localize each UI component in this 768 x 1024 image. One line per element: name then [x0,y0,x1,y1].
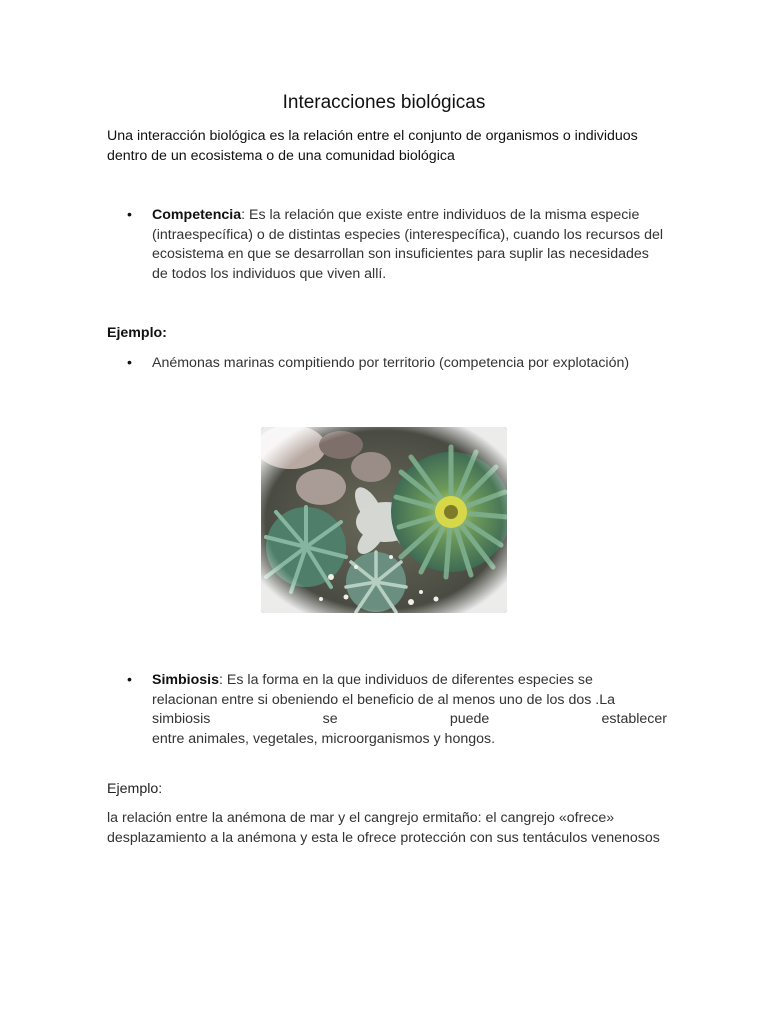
bullet-icon: • [127,355,132,371]
simbiosis-word: establecer [601,711,667,727]
page-title: Interacciones biológicas [282,92,486,113]
simbiosis-line-4 [152,730,667,750]
simbiosis-line-2 [152,691,667,711]
example2-heading: Ejemplo: [107,781,163,797]
list-item-example1 [107,354,667,374]
simbiosis-text [152,671,667,749]
simbiosis-word: se [322,711,338,727]
simbiosis-line-1 [152,671,667,691]
simbiosis-term: Simbiosis [152,672,220,688]
competencia-definition: : Es la relación que existe entre individuos de la misma especie (intraespecífica) o de distintas especies (interespecífica), cuando los recursos del ecosistema en que se desarrollan son insuficientes para suplir las necesidades de todos los individuos que viven allí. [152,207,663,282]
simbiosis-line-3 [152,710,667,730]
simbiosis-line4: entre animales, vegetales, microorganismos y hongos. [152,730,496,747]
simbiosis-line1: : Es la forma en la que individuos de diferentes especies se [219,672,593,688]
anemones-image [261,427,507,613]
competencia-text [152,206,667,284]
list-item-competencia [107,206,667,284]
competencia-term: Competencia [152,207,242,223]
example1-item-text: Anémonas marinas compitiendo por territorio (competencia por explotación) [152,355,630,371]
simbiosis-word: simbiosis [152,711,211,727]
simbiosis-word: puede [449,711,490,727]
list-item-simbiosis [107,671,667,749]
bullet-icon: • [127,207,132,223]
example1-heading: Ejemplo: [107,325,167,341]
example2-paragraph: la relación entre la anémona de mar y el cangrejo ermitaño: el cangrejo «ofrece» desplazamiento a la anémona y esta le ofrece protección con sus tentáculos venenosos [107,810,660,846]
bullet-icon: • [127,672,132,688]
simbiosis-line2: relacionan entre si obeniendo el beneficio de al menos uno de los dos .La [152,691,615,708]
intro-paragraph: Una interacción biológica es la relación entre el conjunto de organismos o individuos dentro de un ecosistema o de una comunidad biológica [107,128,638,164]
